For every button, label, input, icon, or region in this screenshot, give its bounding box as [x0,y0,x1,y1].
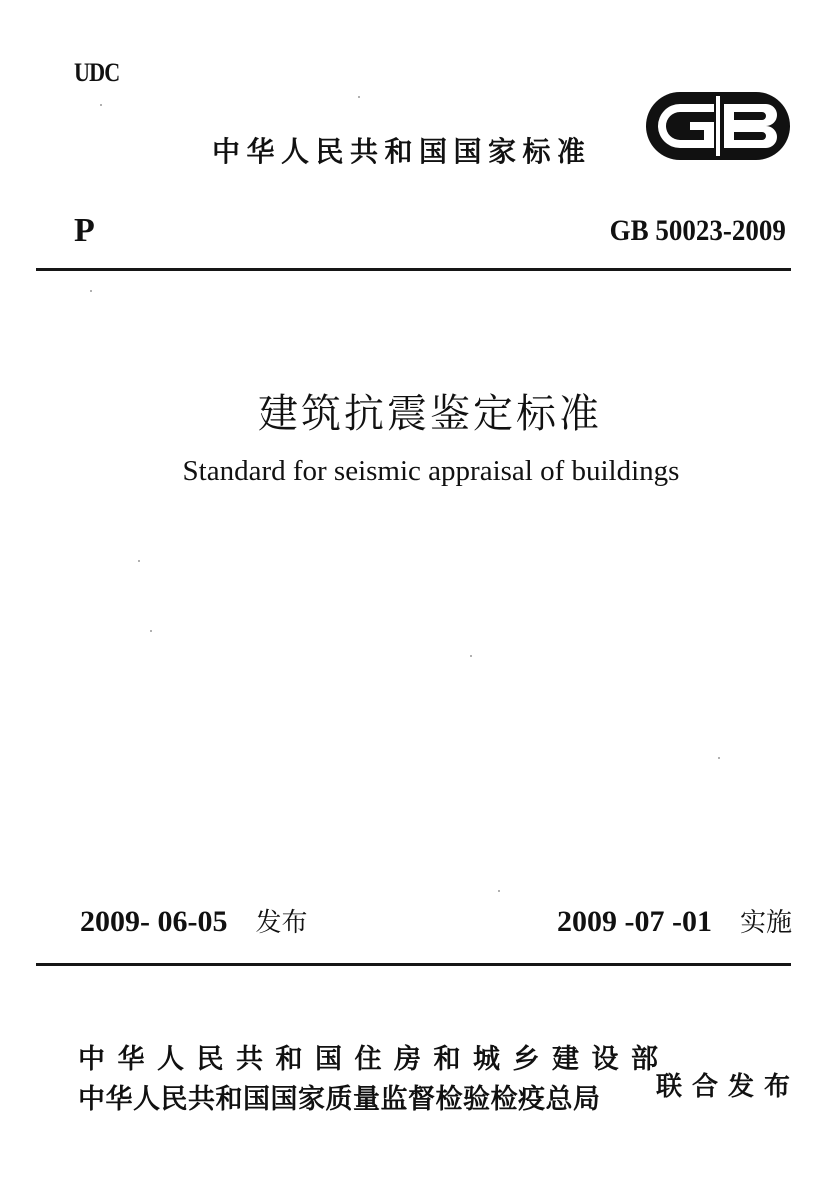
classification-code: P [74,212,95,249]
publisher-block [78,1040,671,1120]
implementation-label: 实施 [739,908,792,938]
standard-number: GB 50023-2009 [609,214,786,247]
scan-speck [470,655,472,657]
implementation-date: 2009 -07 -01 [557,905,712,938]
scan-speck [718,757,720,759]
bottom-divider [36,963,791,966]
issue-label: 发布 [255,908,308,938]
scan-speck [138,560,140,562]
issue-date: 2009- 06-05 [80,905,228,938]
scan-speck [90,290,92,292]
national-standard-heading: 中华人民共和国国家标准 [212,135,592,168]
scan-speck [358,96,360,98]
implementation-date-row [557,902,792,939]
udc-label: UDC [74,58,120,87]
joint-release-label: 联合发布 [656,1072,801,1102]
top-divider [36,268,791,271]
scan-speck [100,104,102,106]
publisher-aqsiq: 中华人民共和国国家质量监督检验检疫总局 [78,1084,601,1115]
gb-logo-icon [644,90,792,162]
title-chinese: 建筑抗震鉴定标准 [258,391,602,437]
scan-speck [150,630,152,632]
publisher-ministry: 中华人民共和国住房和城乡建设部 [78,1044,671,1075]
issue-date-row [80,902,308,939]
title-english: Standard for seismic appraisal of buildings [182,455,680,487]
scan-speck [498,890,500,892]
